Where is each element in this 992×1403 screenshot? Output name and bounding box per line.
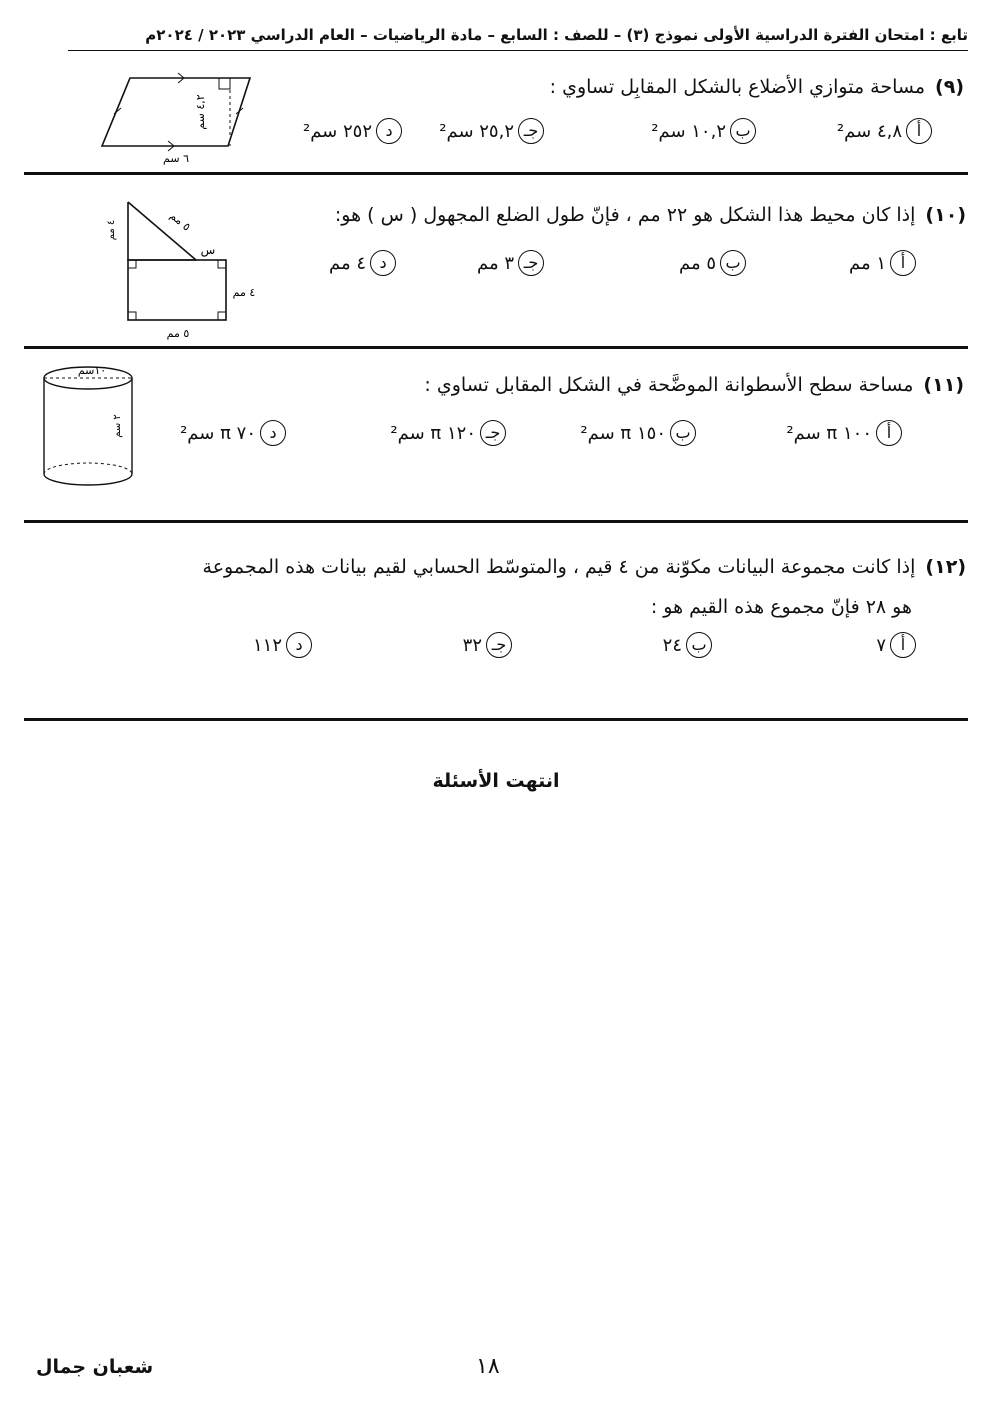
- option-letter: ب: [720, 250, 746, 276]
- divider: [24, 172, 968, 175]
- option-c[interactable]: [477, 250, 544, 276]
- option-c[interactable]: [439, 118, 544, 144]
- option-letter: أ: [890, 250, 916, 276]
- base-label: ٦ سم: [163, 152, 189, 165]
- height-label: ٢ سم: [112, 414, 123, 438]
- rectangle-bottom-label: ٥ مم: [166, 327, 190, 340]
- unknown-side-label: س: [200, 243, 216, 257]
- header-underline: [68, 50, 968, 51]
- option-letter: جـ: [480, 420, 506, 446]
- height-label: ٤,٢ سم: [194, 94, 207, 130]
- option-value: ١٥٠ π سم²: [580, 422, 666, 444]
- option-a[interactable]: [786, 420, 902, 446]
- option-letter: أ: [876, 420, 902, 446]
- question-text-line-1: إذا كانت مجموعة البيانات مكوّنة من ٤ قيم ، والمتوسّط الحسابي لقيم بيانات هذه المجموعة: [202, 556, 916, 578]
- option-letter: جـ: [518, 118, 544, 144]
- option-value: ١١٢: [252, 634, 282, 656]
- option-value: ١٠٠ π سم²: [786, 422, 872, 444]
- option-value: ٢٥,٢ سم²: [439, 120, 514, 142]
- parallelogram-shape: [102, 78, 250, 146]
- option-value: ٤,٨ سم²: [836, 120, 902, 142]
- question-9: [550, 76, 964, 98]
- option-letter: أ: [890, 632, 916, 658]
- question-12: [203, 556, 966, 578]
- end-of-questions: انتهت الأسئلة: [432, 770, 560, 792]
- option-value: ٧: [876, 634, 886, 656]
- cylinder-bottom-back: [44, 463, 132, 474]
- right-angle-mark: [218, 312, 226, 320]
- option-d[interactable]: [303, 118, 402, 144]
- cylinder-bottom-front: [44, 474, 132, 485]
- question-number: (٩): [935, 76, 964, 98]
- option-letter: د: [286, 632, 312, 658]
- option-letter: أ: [906, 118, 932, 144]
- option-letter: ب: [670, 420, 696, 446]
- question-number: (١٠): [925, 204, 966, 226]
- option-b[interactable]: [580, 420, 696, 446]
- option-letter: ب: [686, 632, 712, 658]
- option-value: ٣٢: [462, 634, 482, 656]
- divider: [24, 718, 968, 721]
- option-letter: ب: [730, 118, 756, 144]
- question-number: (١٢): [925, 556, 966, 578]
- triangle-height-label: ٤ مم: [106, 219, 117, 241]
- option-letter: د: [376, 118, 402, 144]
- option-a[interactable]: [837, 118, 932, 144]
- option-value: ٢٥٢ سم²: [302, 120, 372, 142]
- right-angle-mark: [128, 312, 136, 320]
- option-value: ٤ مم: [328, 252, 366, 274]
- option-a[interactable]: [849, 250, 916, 276]
- exam-header: تابع : امتحان الفترة الدراسية الأولى نموذج (٣) – للصف : السابع – مادة الرياضيات – العام الدراسي ٢٠٢٣ / ٢٠٢٤م: [145, 26, 968, 44]
- composite-shape-figure: [100, 192, 260, 342]
- divider: [24, 520, 968, 523]
- option-value: ٢٤: [662, 634, 682, 656]
- option-letter: جـ: [518, 250, 544, 276]
- option-d[interactable]: [329, 250, 396, 276]
- question-text-line-2: هو ٢٨ فإنّ مجموع هذه القيم هو :: [650, 596, 912, 618]
- author-name: شعبان جمال: [36, 1356, 154, 1378]
- hypotenuse-label: ٥ مم: [167, 209, 194, 234]
- option-value: ١ مم: [848, 252, 886, 274]
- question-text: مساحة متوازي الأضلاع بالشكل المقابِل تساوي :: [549, 76, 926, 98]
- right-angle-mark: [218, 260, 226, 268]
- diameter-label: ١٠سم: [77, 364, 107, 377]
- option-d[interactable]: [253, 632, 312, 658]
- rectangle-side-label: ٤ مم: [232, 286, 256, 299]
- option-value: ٣ مم: [476, 252, 514, 274]
- right-angle-mark: [128, 260, 136, 268]
- option-letter: د: [370, 250, 396, 276]
- option-b[interactable]: [651, 118, 756, 144]
- option-a[interactable]: [876, 632, 916, 658]
- question-text: مساحة سطح الأسطوانة الموضَّحة في الشكل المقابل تساوي :: [424, 374, 914, 396]
- option-letter: جـ: [486, 632, 512, 658]
- cylinder-figure: [40, 362, 144, 494]
- right-angle-mark: [219, 78, 230, 89]
- option-value: ٥ مم: [678, 252, 716, 274]
- option-b[interactable]: [679, 250, 746, 276]
- option-d[interactable]: [180, 420, 286, 446]
- question-11: [424, 374, 964, 396]
- option-c[interactable]: [463, 632, 512, 658]
- option-letter: د: [260, 420, 286, 446]
- rectangle-shape: [128, 260, 226, 320]
- option-b[interactable]: [663, 632, 712, 658]
- question-10: [335, 204, 966, 226]
- page-number: ١٨: [476, 1354, 500, 1379]
- option-c[interactable]: [390, 420, 506, 446]
- option-value: ١٠,٢ سم²: [651, 120, 726, 142]
- question-text: إذا كان محيط هذا الشكل هو ٢٢ مم ، فإنّ طول الضلع المجهول ( س ) هو:: [334, 204, 916, 226]
- question-number: (١١): [923, 374, 964, 396]
- divider: [24, 346, 968, 349]
- option-value: ١٢٠ π سم²: [390, 422, 476, 444]
- parallelogram-figure: [96, 70, 256, 170]
- option-value: ٧٠ π سم²: [180, 422, 256, 444]
